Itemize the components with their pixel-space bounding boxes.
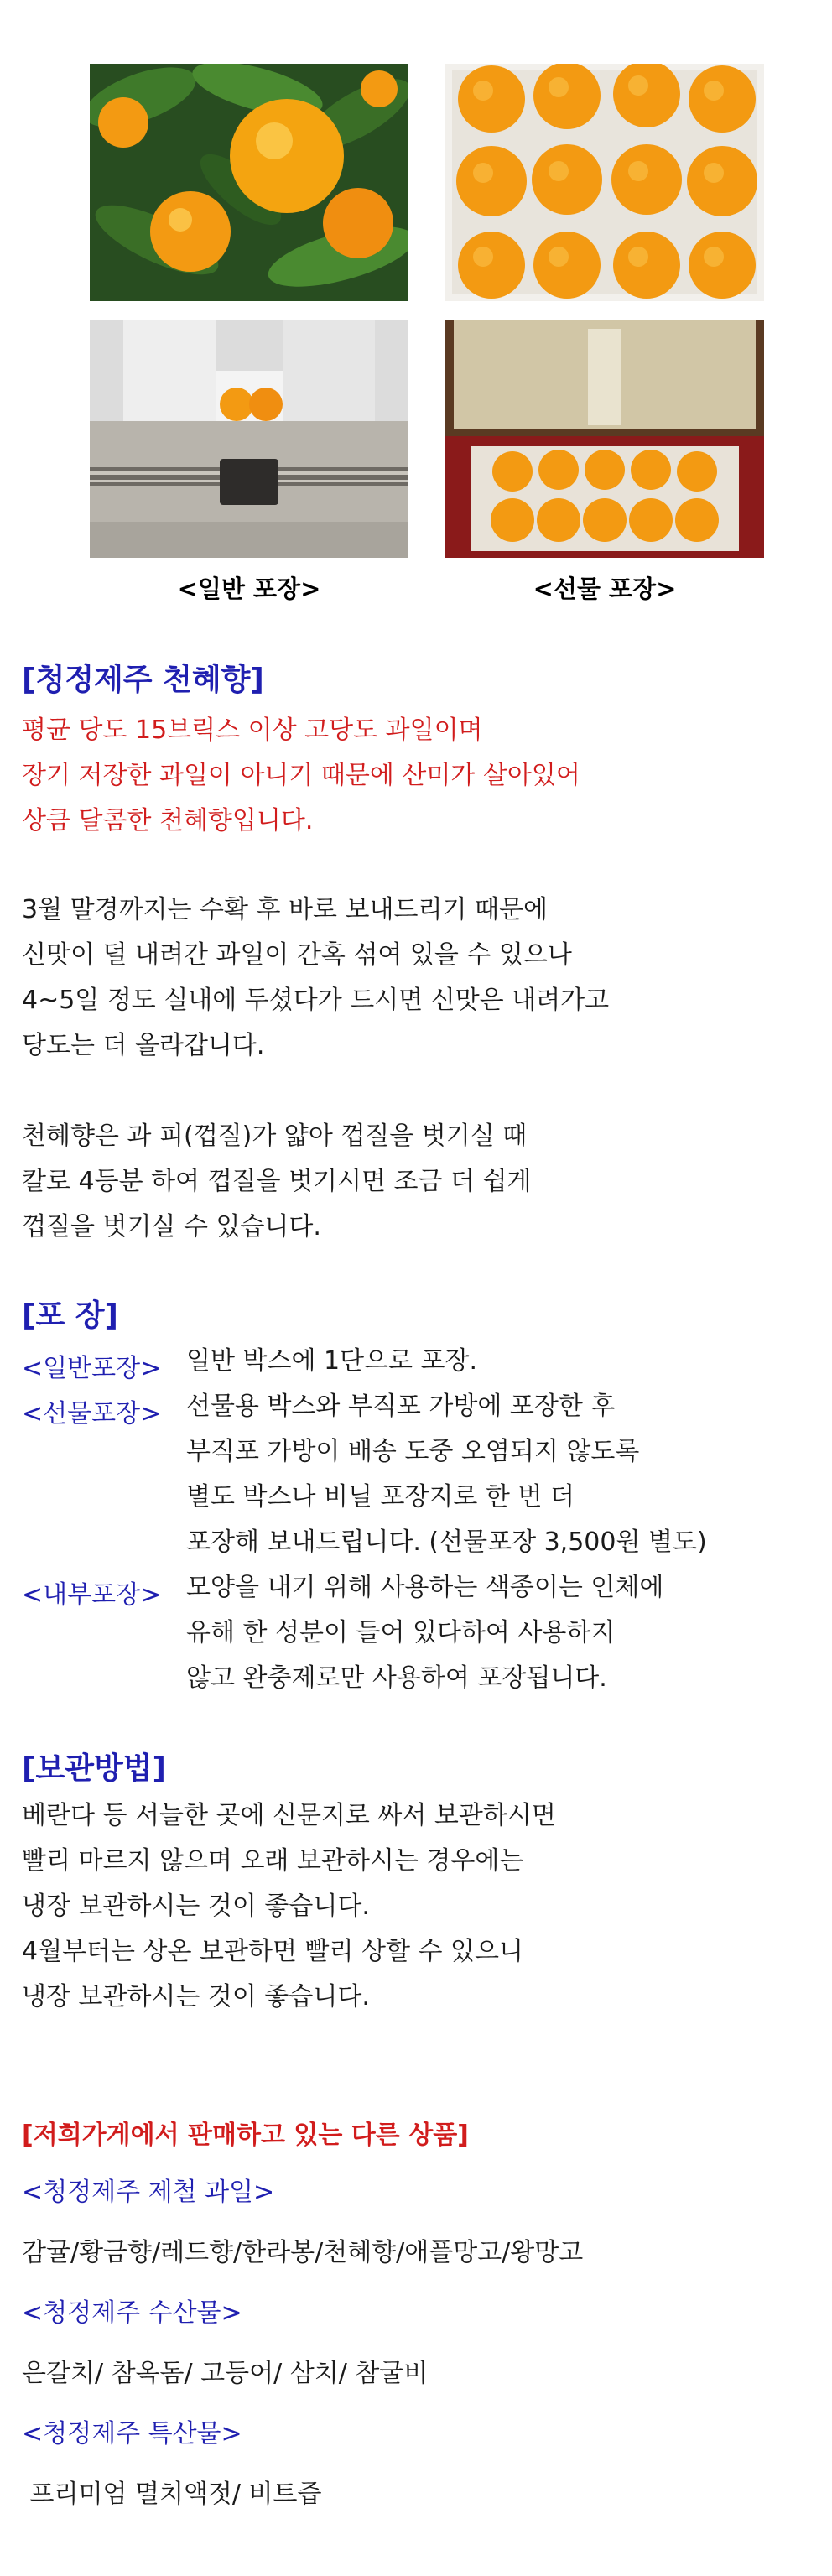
highlight-line: 상큼 달콤한 천혜향입니다. xyxy=(22,806,314,835)
peel-line: 껍질을 벗기실 수 있습니다. xyxy=(22,1212,321,1241)
other-products-title: [저희가게에서 판매하고 있는 다른 상품] xyxy=(22,2121,469,2150)
packaging-line: 부직포 가방이 배송 도중 오염되지 않도록 xyxy=(186,1437,640,1466)
boxed-fruit-top-illustration xyxy=(445,64,764,301)
packaging-line: 별도 박스나 비닐 포장지로 한 번 더 xyxy=(186,1482,575,1512)
packaging-line: 유해 한 성분이 들어 있다하여 사용하지 xyxy=(186,1618,616,1647)
highlight-line: 장기 저장한 과일이 아니기 때문에 산미가 살아있어 xyxy=(22,761,580,790)
category-seafood-items: 은갈치/ 참옥돔/ 고등어/ 삼치/ 참굴비 xyxy=(22,2359,429,2388)
packaging-label-gift: <선물포장> xyxy=(22,1399,162,1429)
harvest-line: 신맛이 덜 내려간 과일이 간혹 섞여 있을 수 있으나 xyxy=(22,940,572,970)
category-seasonal-fruit: <청정제주 제철 과일> xyxy=(22,2178,275,2207)
peel-paragraph xyxy=(22,1114,531,1250)
storage-heading: [보관방법] xyxy=(22,1751,167,1786)
tree-tangerines-illustration xyxy=(90,64,408,301)
packaging-label-regular: <일반포장> xyxy=(22,1354,162,1383)
packaging-line: 모양을 내기 위해 사용하는 색종이는 인체에 xyxy=(186,1573,664,1602)
packaging-line: 일반 박스에 1단으로 포장. xyxy=(186,1346,478,1376)
packaging-line: 포장해 보내드립니다. (선물포장 3,500원 별도) xyxy=(186,1527,707,1557)
category-specialty-items: 프리미엄 멸치액젓/ 비트즙 xyxy=(22,2480,322,2509)
gift-box-illustration xyxy=(445,320,764,558)
photo-gift-box xyxy=(445,320,764,558)
harvest-line: 당도는 더 올라갑니다. xyxy=(22,1031,265,1060)
storage-line: 냉장 보관하시는 것이 좋습니다. xyxy=(22,1892,370,1921)
storage-line: 빨리 마르지 않으며 오래 보관하시는 경우에는 xyxy=(22,1846,524,1876)
packaging-line: 선물용 박스와 부직포 가방에 포장한 후 xyxy=(186,1392,616,1421)
peel-line: 칼로 4등분 하여 껍질을 벗기시면 조금 더 쉽게 xyxy=(22,1167,532,1196)
product-heading: [청정제주 천혜향] xyxy=(22,663,264,697)
regular-box-illustration xyxy=(90,320,408,558)
photo-regular-box xyxy=(90,320,408,558)
caption-regular-packaging: <일반 포장> xyxy=(177,575,321,603)
storage-line: 베란다 등 서늘한 곳에 신문지로 싸서 보관하시면 xyxy=(22,1801,556,1830)
photo-tree-tangerines xyxy=(90,64,408,301)
packaging-label-inner: <내부포장> xyxy=(22,1580,162,1610)
storage-line: 4월부터는 상온 보관하면 빨리 상할 수 있으니 xyxy=(22,1937,523,1966)
highlight-line: 평균 당도 15브릭스 이상 고당도 과일이며 xyxy=(22,716,483,745)
harvest-paragraph xyxy=(22,887,609,1069)
category-seafood: <청정제주 수산물> xyxy=(22,2298,242,2328)
packaging-line: 않고 완충제로만 사용하여 포장됩니다. xyxy=(186,1663,607,1693)
category-specialty: <청정제주 특산물> xyxy=(22,2419,242,2449)
highlight-paragraph xyxy=(22,708,580,844)
peel-line: 천혜향은 과 피(껍질)가 얇아 껍질을 벗기실 때 xyxy=(22,1121,528,1151)
packaging-text-regular xyxy=(186,1339,477,1384)
harvest-line: 3월 말경까지는 수확 후 바로 보내드리기 때문에 xyxy=(22,895,548,924)
caption-gift-packaging: <선물 포장> xyxy=(533,575,677,603)
packaging-text-inner xyxy=(186,1565,663,1701)
category-seasonal-fruit-items: 감귤/황금향/레드향/한라봉/천혜향/애플망고/왕망고 xyxy=(22,2238,584,2267)
photo-boxed-fruit-top xyxy=(445,64,764,301)
storage-paragraph xyxy=(22,1793,556,2020)
harvest-line: 4~5일 정도 실내에 두셨다가 드시면 신맛은 내려가고 xyxy=(22,986,610,1015)
packaging-text-gift xyxy=(186,1384,707,1565)
storage-line: 냉장 보관하시는 것이 좋습니다. xyxy=(22,1982,370,2011)
packaging-heading: [포 장] xyxy=(22,1298,118,1333)
